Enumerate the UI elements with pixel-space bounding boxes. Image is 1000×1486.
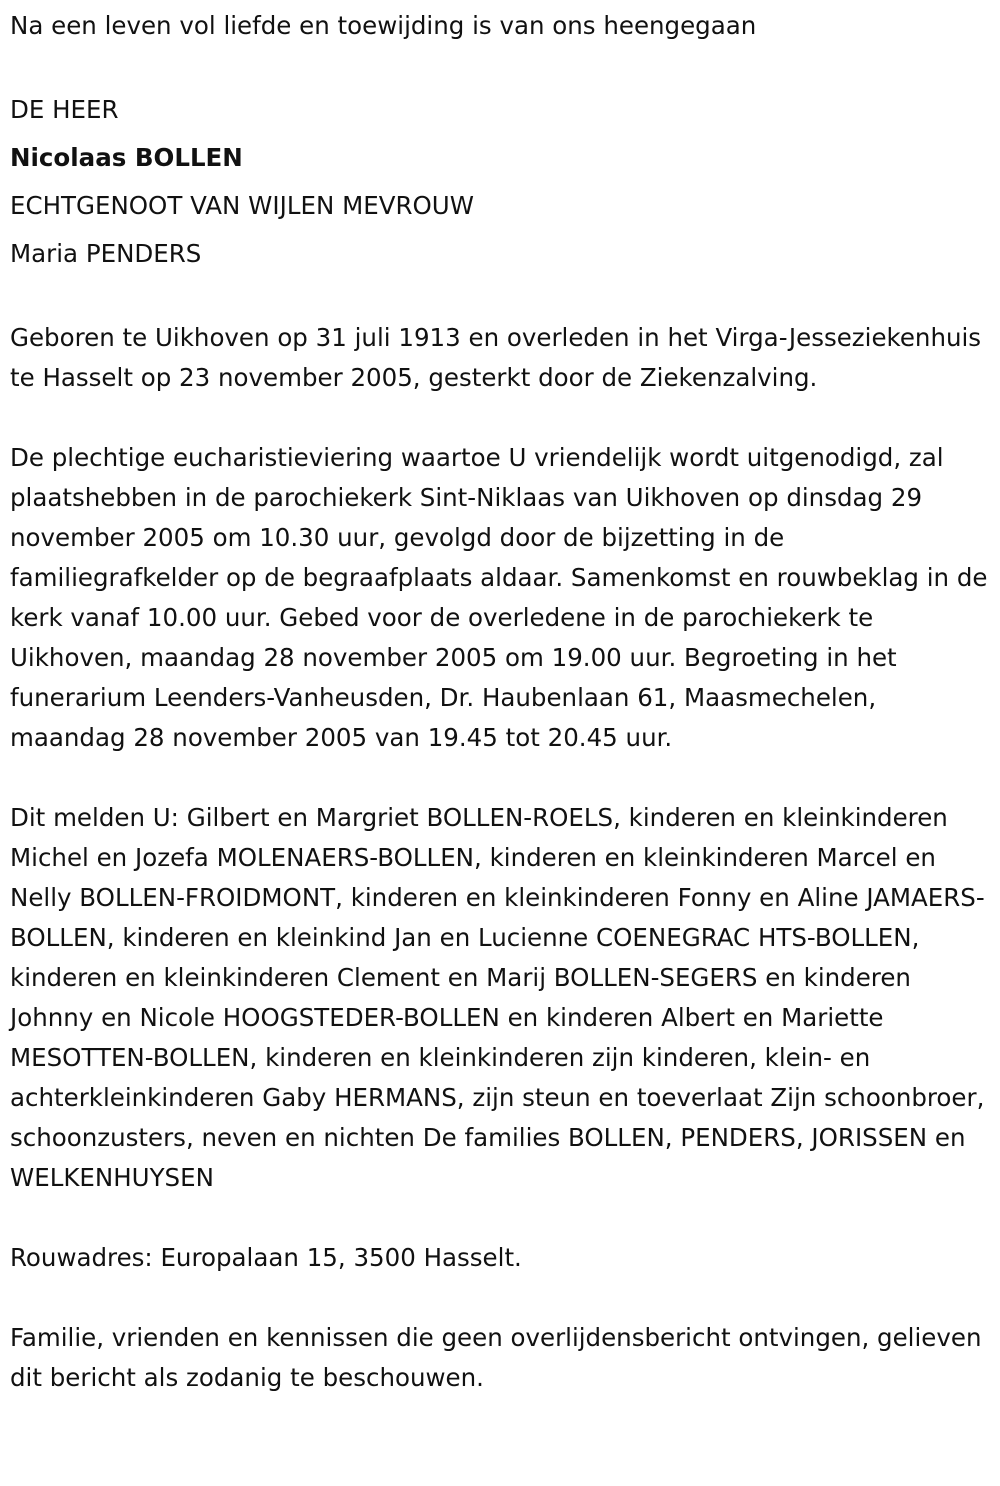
spouse-relation: ECHTGENOOT VAN WIJLEN MEVROUW (10, 191, 474, 220)
family-paragraph: Dit melden U: Gilbert en Margriet BOLLEN-ROELS, kinderen en kleinkinderen Michel en Jozefa MOLENAERS-BOLLEN, kinderen en kleinkinderen Marcel en Nelly BOLLEN-FROIDMONT, kinderen en kleinkinderen Fonny en Aline JAMAERS-BOLLEN, kinderen en kleinkind Jan en Lucienne COENEGRAC HTS-BOLLEN, kinderen en kleinkinderen Clement en Marij BOLLEN-SEGERS en kinderen Johnny en Nicole HOOGSTEDER-BOLLEN en kinderen Albert en Mariette MESOTTEN-BOLLEN, kinderen en kleinkinderen zijn kinderen, klein- en achterkleinkinderen Gaby HERMANS, zijn steun en toeverlaat Zijn schoonbroer, schoonzusters, neven en nichten De families BOLLEN, PENDERS, JORISSEN en WELKENHUYSEN (10, 803, 985, 1192)
birth-death-paragraph: Geboren te Uikhoven op 31 juli 1913 en overleden in het Virga-Jesseziekenhuis te Hasselt op 23 november 2005, gesterkt door de Ziekenzalving. (10, 323, 982, 392)
intro-line: Na een leven vol liefde en toewijding is van ons heengegaan (10, 11, 757, 40)
ceremony-paragraph: De plechtige eucharistieviering waartoe U vriendelijk wordt uitgenodigd, zal plaatshebben in de parochiekerk Sint-Niklaas van Uikhoven op dinsdag 29 november 2005 om 10.30 uur, gevolgd door de bijzetting in de familiegrafkelder op de begraafplaats aldaar. Samenkomst en rouwbeklag in de kerk vanaf 10.00 uur. Gebed voor de overledene in de parochiekerk te Uikhoven, maandag 28 november 2005 om 19.00 uur. Begroeting in het funerarium Leenders-Vanheusden, Dr. Haubenlaan 61, Maasmechelen, maandag 28 november 2005 van 19.45 tot 20.45 uur. (10, 443, 988, 752)
title-prefix: DE HEER (10, 95, 119, 124)
closing-paragraph: Familie, vrienden en kennissen die geen overlijdensbericht ontvingen, gelieven dit bericht als zodanig te beschouwen. (10, 1323, 982, 1392)
spouse-name: Maria PENDERS (10, 239, 202, 268)
address-line: Rouwadres: Europalaan 15, 3500 Hasselt. (10, 1243, 522, 1272)
obituary-document (10, 6, 995, 1398)
deceased-name: Nicolaas BOLLEN (10, 143, 243, 172)
